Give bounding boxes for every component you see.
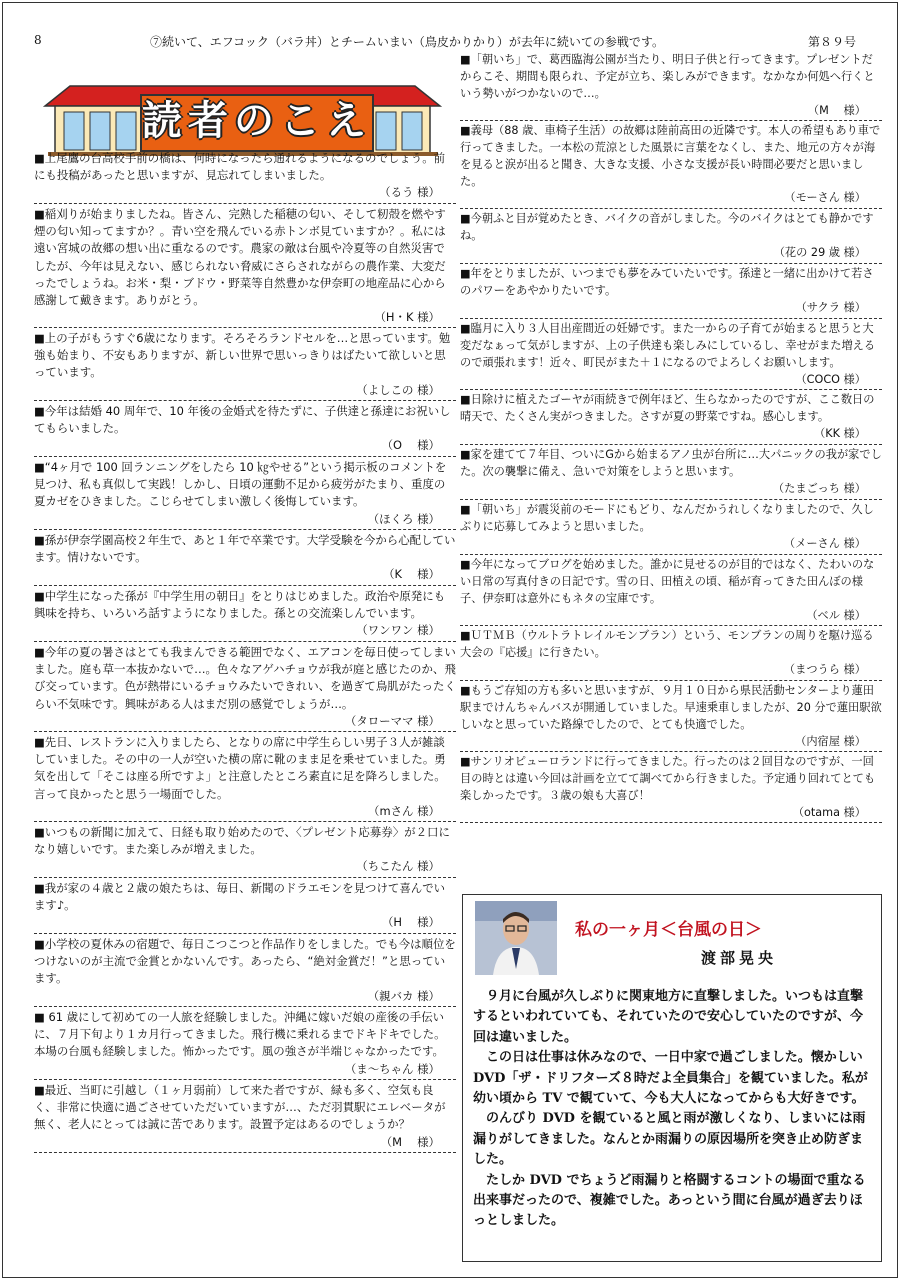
entry-divider [34, 641, 456, 642]
entry-text: ■ＵＴＭＢ（ウルトラトレイルモンブラン）という、モンブランの周りを駆け巡る大会の『応援』に行きたい。 [460, 629, 874, 659]
entry-text: ■我が家の４歳と２歳の娘たちは、毎日、新聞のドラエモンを見つけて喜んでいます♪。 [34, 881, 446, 913]
entry-divider [460, 499, 882, 500]
entry-divider [34, 1006, 456, 1007]
entry-text: ■義母（88 歳、車椅子生活）の故郷は陸前高田の近隣です。本人の希望もあり車で行ってきました。一本松の荒涼とした風景に言葉をなくし、また、地元の方々が海を見ると涙が出ると聞き、大きな支援、小さな支援が長い時間必要だと思いました。 [460, 124, 881, 188]
reader-entry [34, 532, 456, 586]
entry-signature: （H・K 様） [374, 310, 440, 325]
column-paragraph: のんびり DVD を観ていると風と雨が激しくなり、しまいには雨漏りがしてきました。なんとか雨漏りの原因場所を突き止め防ぎました。 [473, 1111, 866, 1168]
entry-signature: （よしこの 様） [356, 382, 440, 397]
entry-divider [34, 585, 456, 586]
entry-divider [34, 203, 456, 204]
column-box [462, 894, 882, 1262]
entry-divider [34, 529, 456, 530]
reader-entry [460, 683, 882, 752]
column-body [473, 987, 873, 1232]
column-title: 私の一ヶ月＜台風の日＞ [575, 920, 762, 940]
author-photo [475, 901, 557, 975]
entry-signature: （内宿屋 様） [795, 734, 866, 748]
reader-entry [460, 211, 882, 264]
entry-text: ■ 61 歳にして初めての一人旅を経験しました。沖縄に嫁いだ娘の産後の手伝いに、７月下旬より１カ月行ってきました。飛行機に乗れるまでドキドキでした。本場の台風も経験しました。怖かったです。風の強さが半端じゃなかったです。 [34, 1010, 446, 1059]
entry-divider [34, 456, 456, 457]
entry-text: ■今年になってブログを始めました。誰かに見せるのが目的ではなく、たわいのない日常の写真付きの日記です。雪の日、田植えの頃、稲が育ってきた田んぼの様子、伊奈町は意外にもネタの宝庫です。 [460, 558, 875, 605]
reader-entry [34, 880, 456, 934]
issue-number: 第８９号 [808, 35, 857, 49]
page-number: 8 [34, 33, 42, 47]
reader-entry [34, 936, 456, 1007]
reader-entry [34, 644, 456, 732]
reader-entry [34, 403, 456, 457]
entry-signature: （メーさん 様） [783, 536, 866, 550]
readers-voice-banner [40, 80, 445, 156]
entry-signature: （mさん 様） [368, 803, 440, 818]
entry-text: ■いつもの新聞に加えて、日経も取り始めたので、〈プレゼント応募券〉が２口になり嬉しいです。また楽しみが増えました。 [34, 825, 450, 857]
banner-title: 読者のこえ [140, 94, 374, 152]
entry-signature: （モーさん 様） [784, 191, 866, 205]
reader-entry [460, 266, 882, 319]
entry-signature: （H 様） [382, 915, 440, 930]
reader-entry [460, 754, 882, 823]
reader-entry [34, 459, 456, 530]
entry-divider [460, 444, 882, 445]
reader-entry [460, 502, 882, 555]
entry-text: ■孫が伊奈学園高校２年生で、あと１年で卒業です。大学受験を今から心配しています。情けないです。 [34, 533, 456, 565]
entry-text: ■上尾鷹の台高校手前の橋は、何時になったら通れるようになるのでしょう。前にも投稿があったと思いますが、見忘れてしまいました。 [34, 151, 446, 183]
entry-text: ■今年の夏の暑さはとても我まんできる範囲でなく、エアコンを毎日使ってしまいました。庭も草一本抜かないで…。色々なアゲハチョウが我が庭と感じたのか、飛び交っています。色が熱帯にいるチョウみたいできれい、を過ぎて鳥肌がたったくらい不気味です。興味がある人はまだ別の感覚でしょうが…。 [34, 645, 456, 711]
entry-text: ■今朝ふと目が覚めたとき、バイクの音がしました。今のバイクはとても静かですね。 [460, 212, 874, 242]
entry-text: ■もうご存知の方も多いと思いますが、９月１０日から県民活動センターより蓮田駅までけんちゃんバスが開通していました。早速乗車しましたが、20 分で蓮田駅欲しいなと思っていた路線でしたので、とても快適でした。 [460, 684, 882, 731]
entry-divider [460, 318, 882, 319]
reader-entry [34, 1009, 456, 1080]
entry-divider [460, 680, 882, 681]
entry-divider [460, 389, 882, 390]
entry-text: ■最近、当町に引越し（１ヶ月弱前）して来た者ですが、緑も多く、空気も良く、非常に快適に過ごさせていただいていますが…、ただ羽貫駅にエレベータが無く、老人にとっては誠に苦であります。設置予定はあるのでしょうか？ [34, 1083, 446, 1132]
entry-divider [460, 751, 882, 752]
entry-text: ■先日、レストランに入りましたら、となりの席に中学生らしい男子３人が雑談していました。その中の一人が空いた横の席に靴のまま足を乗せていました。勇気を出して「そこは座る所ですよ」と注意したところ素直に足を降ろしました。言って良かったと思う一場面でした。 [34, 735, 446, 801]
entry-divider [34, 1152, 456, 1153]
entry-divider [34, 1079, 456, 1080]
reader-entry [460, 321, 882, 390]
entry-text: ■小学校の夏休みの宿題で、毎日こつこつと作品作りをしました。でも今は順位をつけないのが主流で金賞とかないんです。あったら、“絶対金賞だ！”と思っています。 [34, 937, 456, 986]
reader-entry [34, 588, 456, 642]
entry-signature: （K 様） [383, 567, 440, 582]
entry-signature: （COCO 様） [795, 372, 866, 386]
entry-divider [34, 400, 456, 401]
entry-signature: （花の 29 歳 様） [773, 245, 866, 259]
entry-signature: （ま〜ちゃん 様） [344, 1061, 440, 1076]
entry-text: ■年をとりましたが、いつまでも夢をみていたいです。孫達と一緒に出かけて若さのパワーをあやかりたいです。 [460, 267, 874, 297]
reader-entry [460, 123, 882, 209]
entry-text: ■上の子がもうすぐ6歳になります。そろそろランドセルを…と思っています。勉強も始まり、不安もありますが、新しい世界で思いっきりはばたいて欲しいと思っています。 [34, 331, 451, 380]
reader-entry [34, 734, 456, 822]
entry-signature: （たまごっち 様） [772, 481, 866, 495]
column-author: 渡部晃央 [701, 949, 778, 967]
entry-signature: （まつうら 様） [783, 662, 866, 676]
entry-text: ■中学生になった孫が『中学生用の朝日』をとりはじめました。政治や原発にも興味を持ち、いろいろ話すようになりました。孫との交流楽しんでいます。 [34, 589, 446, 621]
entry-signature: （ベル 様） [806, 608, 866, 622]
entry-signature: （otama 様） [792, 805, 866, 819]
entry-signature: （親バカ 様） [367, 988, 440, 1003]
entry-signature: （ちこたん 様） [356, 859, 440, 874]
header-note: ⑦続いて、エフコック（バラ丼）とチームいまい（鳥皮かりかり）が去年に続いての参戦です。 [150, 35, 664, 49]
reader-entry [460, 557, 882, 626]
reader-entry [460, 628, 882, 681]
column-paragraph: ９月に台風が久しぶりに関東地方に直撃しました。いつもは直撃するといわれていても、それていたので安心していたのですが、今回は違いました。 [473, 989, 864, 1045]
entry-text: ■“4ヶ月で 100 回ランニングをしたら 10 ㎏やせる”という掲示板のコメントを見つけ、私も真似して実践！しかし、日頃の運動不足から疲労がたまり、重度の夏カゼをひきました。こじらせてしまい激しく後悔しています。 [34, 460, 447, 509]
entry-text: ■稲刈りが始まりましたね。皆さん、完熟した稲穂の匂い、そして籾殻を燃やす煙の匂い知ってますか？。青い空を飛んでいる赤トンボ見ていますか？。私には遠い宮城の故郷の想い出に重なるのです。農家の敵は台風や冷夏等の自然災害でしたが、今年は見えない、感じられない脅威にさらされながらの農作業、大変だったでしょうね。お米・梨・ブドウ・野菜等自然豊かな伊奈町の地産品に心から感謝して戴きます。ありがとう。 [34, 207, 446, 307]
entry-divider [460, 208, 882, 209]
entry-divider [34, 933, 456, 934]
entry-divider [460, 625, 882, 626]
entry-text: ■日除けに植えたゴーヤが雨続きで例年ほど、生らなかったのですが、ここ数日の晴天で、たくさん実がつきました。さすが夏の野菜ですね。感心します。 [460, 393, 875, 423]
entry-text: ■サンリオピューロランドに行ってきました。行ったのは２回目なのですが、一回目の時とは違い今回は計画を立てて調べてから行きました。予定通り回れてとても楽しかったです。３歳の娘も大喜び！ [460, 755, 876, 802]
entry-signature: （るう 様） [379, 185, 440, 200]
entry-divider [34, 731, 456, 732]
entry-divider [34, 877, 456, 878]
reader-entry [34, 824, 456, 878]
entry-signature: （O 様） [381, 438, 440, 453]
entry-divider [460, 822, 882, 823]
entry-divider [34, 327, 456, 328]
reader-entry [34, 150, 456, 204]
entry-divider [460, 120, 882, 121]
entry-text: ■「朝いち」が震災前のモードにもどり、なんだかうれしくなりましたので、久しぶりに応募してみようと思いました。 [460, 503, 874, 533]
entry-signature: （M 様） [807, 103, 866, 117]
entry-signature: （サクラ 様） [795, 300, 866, 314]
entry-text: ■「朝いち」で、葛西臨海公園が当たり、明日子供と行ってきます。プレゼントだからこそ、期間も限られ、予定が立ち、楽しみができます。なかなか何処へ行くという勢いがつかないので…。 [460, 53, 875, 100]
entry-signature: （M 様） [380, 1134, 440, 1149]
reader-entry [460, 447, 882, 500]
page-header [0, 31, 900, 53]
entry-signature: （ワンワン 様） [356, 623, 440, 638]
reader-entry [34, 206, 456, 328]
reader-entry [34, 330, 456, 401]
entry-divider [34, 821, 456, 822]
entry-signature: （ほくろ 様） [367, 511, 440, 526]
entry-text: ■家を建てて７年目、ついにGから始まるアノ虫が台所に…大パニックの我が家でした。次の襲撃に備え、急いで対策をしようと思います。 [460, 448, 882, 478]
column-paragraph: たしか DVD でちょうど雨漏りと格闘するコントの場面で重なる出来事だったので、複雑でした。あっという間に台風が過ぎ去りほっとしました。 [473, 1172, 866, 1229]
entry-text: ■今年は結婚 40 周年で、10 年後の金婚式を待たずに、子供達と孫達にお祝いしてもらいました。 [34, 404, 451, 436]
entry-signature: （KK 様） [814, 426, 866, 440]
reader-entry [34, 1082, 456, 1153]
entry-signature: （タローママ 様） [344, 713, 440, 728]
entry-text: ■臨月に入り３人目出産間近の妊婦です。また一からの子育てが始まると思うと大変だなぁって気がしますが、上の子供達も楽しみにしているし、幸せがまた増えるので頑張れます！近々、町民がまた＋１になるのでよろしくお願いします。 [460, 322, 876, 369]
reader-entry [460, 52, 882, 121]
column-paragraph: この日は仕事は休みなので、一日中家で過ごしました。懐かしい DVD「ザ・ドリフターズ８時だよ全員集合」を観ていました。私が幼い頃から TV で観ていて、今も大人になってからも大好きです。 [473, 1050, 868, 1107]
reader-entry [460, 392, 882, 445]
entry-divider [460, 263, 882, 264]
entry-divider [460, 554, 882, 555]
